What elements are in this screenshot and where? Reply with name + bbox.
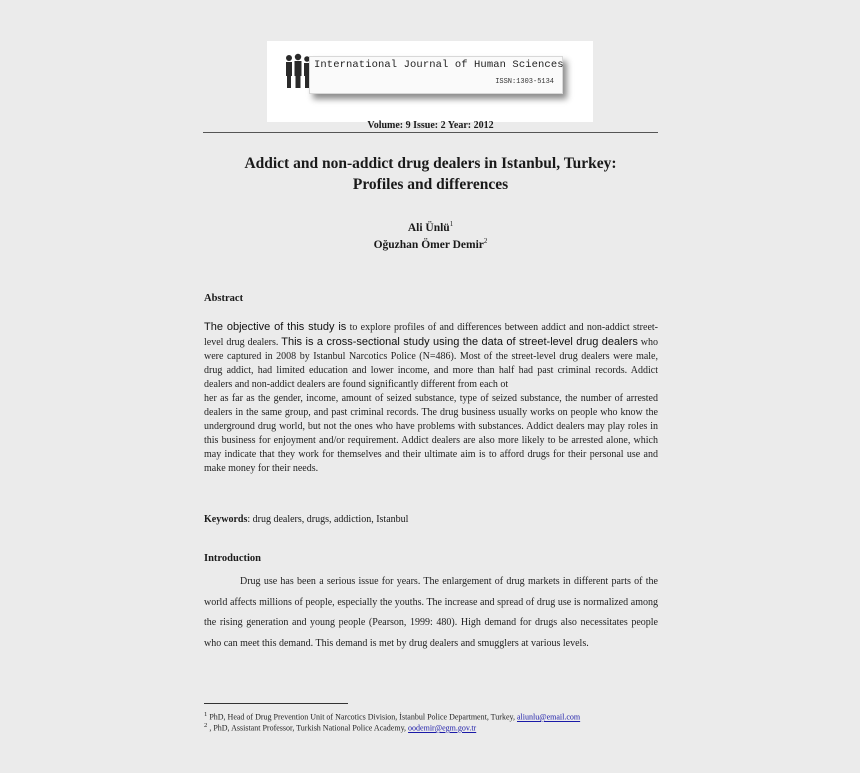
author-2-name: Oğuzhan Ömer Demir [373, 238, 484, 251]
abstract-body [204, 320, 658, 476]
keywords-line [204, 514, 658, 525]
introduction-heading: Introduction [204, 553, 261, 564]
abstract-text-1: to explore profiles of and differences between addict and non-addict street-level drug dealers. [204, 322, 658, 348]
keywords-label: Keywords [204, 514, 248, 525]
people-silhouette-icon [284, 53, 312, 89]
abstract-part-2: her as far as the gender, income, amount of seized substance, type of seized substance, the number of arrested dealers in the same group, and past criminal records. The drug business usually works on people who know the underground drug world, but not the ones who have problems with substances. Addict dealers may play roles in this business for enjoyment and/or requirement. Addict dealers are also more likely to be arrested alone, which may indicate that they work for themselves and their ultimate aim is to afford drugs for their personal use and make money for their needs. [204, 393, 658, 474]
abstract-heading: Abstract [204, 293, 244, 304]
footnote-2-email-link[interactable]: oodemir@egm.gov.tr [408, 723, 477, 733]
volume-line: Volume: 9 Issue: 2 Year: 2012 [367, 120, 494, 131]
footnote-2-mark: 2 [204, 722, 208, 729]
journal-logo [267, 41, 593, 122]
keywords-text: : drug dealers, drugs, addiction, Istanbul [247, 514, 409, 525]
author-1 [203, 220, 658, 234]
author-2 [203, 237, 658, 251]
footnote-1-text: PhD, Head of Drug Prevention Unit of Narcotics Division, İstanbul Police Department, Turkey, [207, 712, 517, 722]
header-divider [203, 132, 658, 133]
paper-title-line-1: Addict and non-addict drug dealers in Istanbul, Turkey: [244, 155, 617, 172]
paper-title-line-2: Profiles and differences [352, 176, 509, 193]
abstract-sans-2: This is a cross-sectional study using the data of street-level drug dealers [281, 336, 638, 348]
abstract-part-1 [204, 320, 658, 392]
author-2-sup: 2 [483, 237, 488, 245]
footnote-1-email-link[interactable]: aliunlu@email.com [516, 712, 581, 722]
journal-issn: ISSN:1303-5134 [495, 78, 554, 86]
footnote-1-mark: 1 [204, 711, 208, 718]
abstract-text-2: who were captured in 2008 by Istanbul Narcotics Police (N=486). Most of the street-level drug dealers were male, drug addict, had limited education and lower income, and more than half had past criminal records. Addict dealers and non-addict dealers are found significantly different from each ot [204, 337, 658, 390]
footnote-2-text: , PhD, Assistant Professor, Turkish National Police Academy, [207, 723, 409, 733]
journal-name: International Journal of Human Sciences [314, 59, 564, 71]
author-1-name: Ali Ünlü [407, 221, 450, 234]
paper-title [203, 153, 658, 195]
author-1-sup: 1 [449, 220, 454, 228]
introduction-paragraph: Drug use has been a serious issue for years. The enlargement of drug markets in different parts of the world affects millions of people, especially the youths. The increase and spread of drug use is normalized among the rising generation and young people (Pearson, 1999: 480). High demand for drugs also necessitates people who can meet this demand. This demand is met by drug dealers and smugglers at various levels. [204, 576, 658, 649]
abstract-sans-1: The objective of this study is [204, 321, 347, 333]
journal-banner [309, 56, 563, 94]
footnote-divider [204, 703, 348, 704]
footnote-2 [204, 720, 658, 734]
